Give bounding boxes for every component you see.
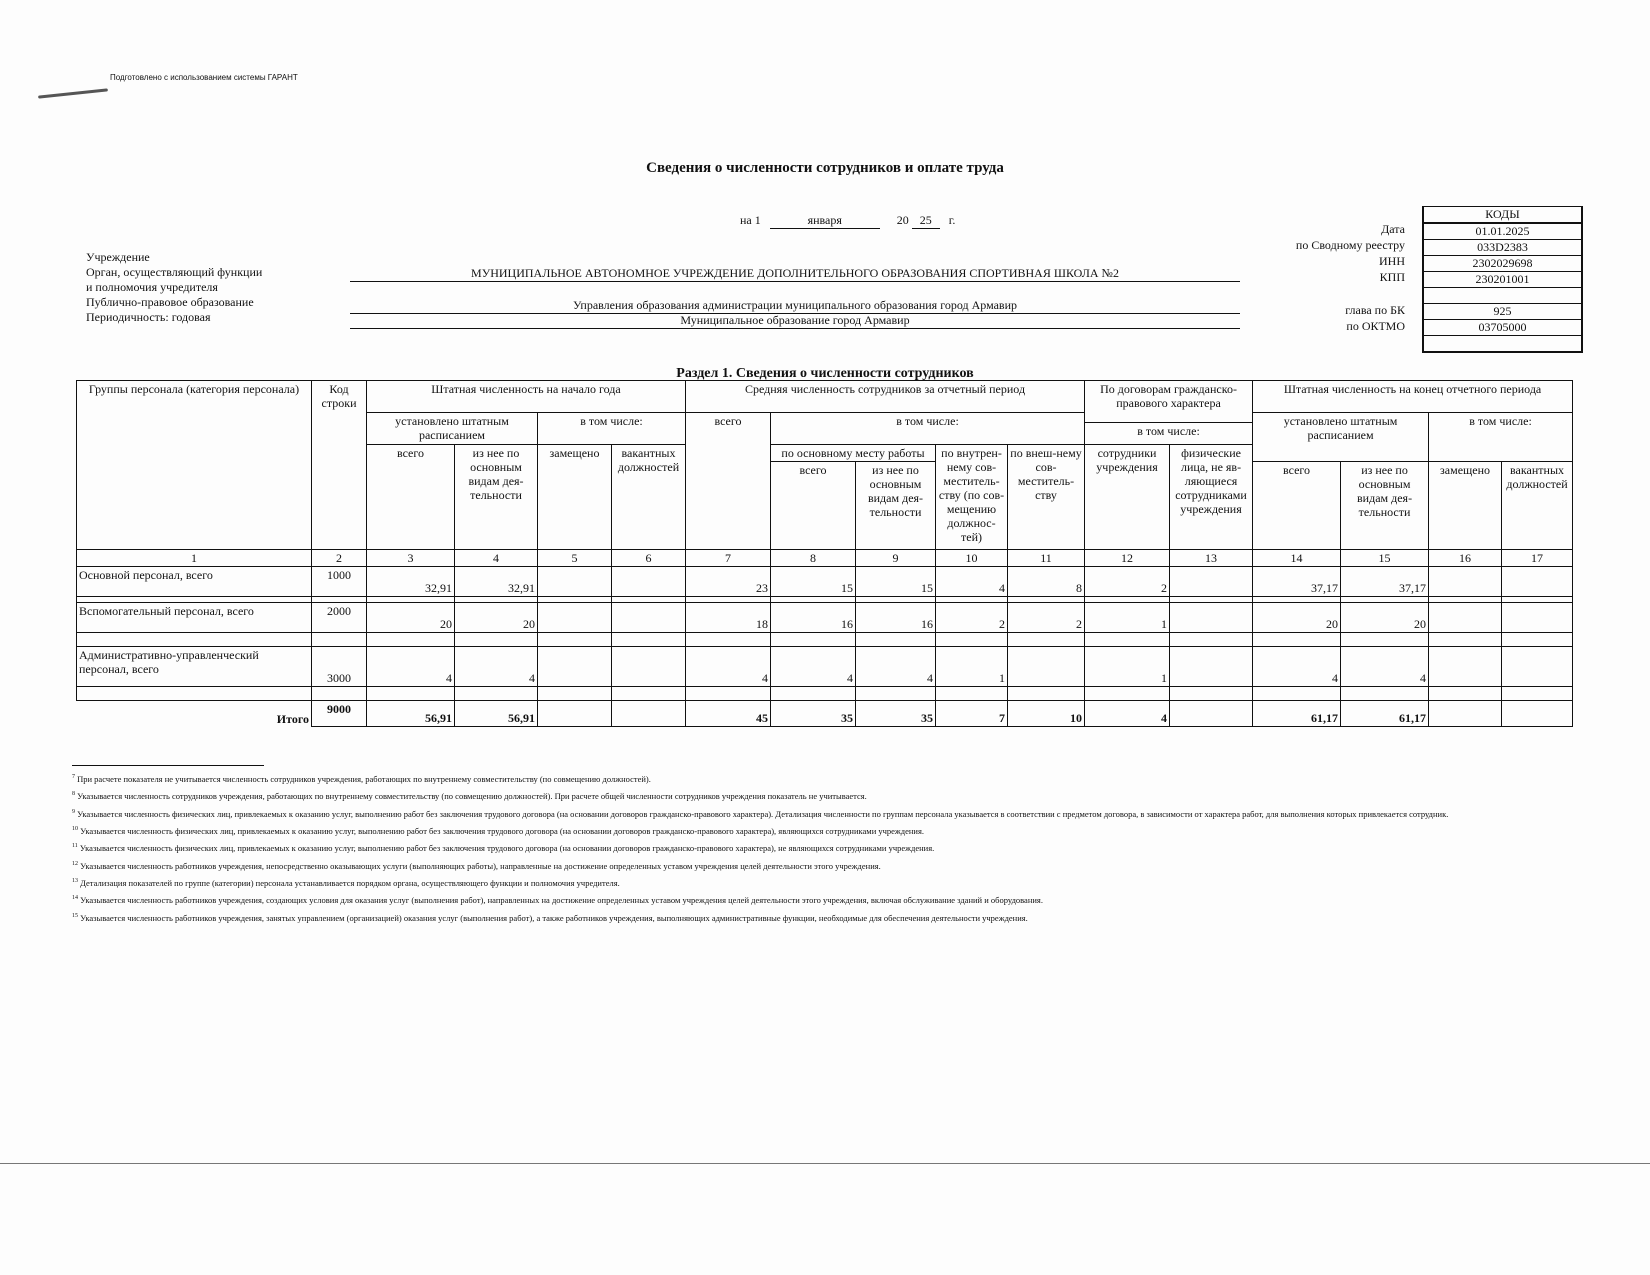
cell xyxy=(1429,647,1502,687)
founder-name: Управления образования администрации муниципального образования город Армавир xyxy=(350,298,1240,314)
institution-name: МУНИЦИПАЛЬНОЕ АВТОНОМНОЕ УЧРЕЖДЕНИЕ ДОПОЛНИТЕЛЬНОГО ОБРАЗОВАНИЯ СПОРТИВНАЯ ШКОЛА №2 xyxy=(350,266,1240,282)
th-end-established: установлено штатным расписанием xyxy=(1253,413,1429,462)
label-public-entity: Публично-правовое образование xyxy=(86,295,254,309)
report-date-line xyxy=(740,213,955,229)
code-label-registry: по Сводному реестру xyxy=(1295,238,1405,252)
th-end-filled: замещено xyxy=(1429,462,1502,550)
cell: 56,91 xyxy=(367,701,455,727)
cell: 10 xyxy=(1008,701,1085,727)
date-year: 25 xyxy=(912,213,940,229)
footnote: $^{14}$ Указывается численность работников учреждения, создающих условия для оказания услуг (выполнения работ), направленных на достижение определенных уставом учреждения целей деятельности этого учреждения, включая обслуживание зданий и оборудования. xyxy=(72,895,1043,906)
row-name: Итого xyxy=(77,701,312,727)
cell xyxy=(1502,701,1573,727)
th-start-main: из нее по основным видам дея-тельности xyxy=(455,445,538,550)
code-oktmo: 03705000 xyxy=(1424,319,1581,335)
colnum: 7 xyxy=(686,550,771,567)
cell: 20 xyxy=(1341,603,1429,633)
code-label-inn: ИНН xyxy=(1379,254,1405,268)
colnum: 16 xyxy=(1429,550,1502,567)
cell: 37,17 xyxy=(1253,567,1341,597)
table-row xyxy=(77,567,1573,597)
footnotes xyxy=(72,770,1572,926)
cell: 32,91 xyxy=(455,567,538,597)
row-name: Вспомогательный персонал, всего xyxy=(77,603,312,633)
cell: 4 xyxy=(367,647,455,687)
code-label-bk: глава по БК xyxy=(1345,303,1405,317)
colnum: 4 xyxy=(455,550,538,567)
cell: 7 xyxy=(936,701,1008,727)
cell xyxy=(1502,647,1573,687)
code-inn: 2302029698 xyxy=(1424,255,1581,271)
date-prefix: на 1 xyxy=(740,213,761,227)
th-groups: Группы персонала (категория персонала) xyxy=(77,381,312,550)
public-entity-name: Муниципальное образование город Армавир xyxy=(350,313,1240,329)
cell: 18 xyxy=(686,603,771,633)
cell xyxy=(612,647,686,687)
section-title: Раздел 1. Сведения о численности сотрудников xyxy=(676,366,974,381)
cell xyxy=(1502,567,1573,597)
cell: 4 xyxy=(1341,647,1429,687)
footnote: $^{13}$ Детализация показателей по группе (категории) персонала устанавливается порядком органа, осуществляющего функции и полномочия учредителя. xyxy=(72,877,620,888)
footnote-divider xyxy=(72,765,264,766)
cell: 61,17 xyxy=(1341,701,1429,727)
cell: 4 xyxy=(856,647,936,687)
table-spacer-row xyxy=(77,633,1573,647)
cell: 16 xyxy=(771,603,856,633)
garant-note: Подготовлено с использованием системы ГАРАНТ xyxy=(110,73,298,82)
cell xyxy=(1429,567,1502,597)
cell xyxy=(1429,603,1502,633)
cell: 4 xyxy=(1253,647,1341,687)
th-avg-including: в том числе: xyxy=(771,413,1085,445)
colnum: 10 xyxy=(936,550,1008,567)
date-suffix: г. xyxy=(948,213,956,227)
footnote: $^{11}$ Указывается численность физических лиц, привлекаемых к оказанию услуг, выполнению работ без заключения трудового договора (на основании договоров гражданско-правового характера), не являющихся сотрудниками учреждения. xyxy=(72,843,935,854)
th-employees: сотрудники учреждения xyxy=(1085,445,1170,550)
header-labels xyxy=(86,250,262,325)
cell: 4 xyxy=(686,647,771,687)
cell: 1 xyxy=(936,647,1008,687)
footnote: $^8$ Указывается численность сотрудников учреждения, работающих по внутреннему совместительству (по совмещению должностей). При расчете общей численности сотрудников учреждения показатель не учитывается. xyxy=(72,791,867,802)
cell xyxy=(612,567,686,597)
th-end-main: из нее по основным видам дея-тельности xyxy=(1341,462,1429,550)
footnote: $^9$ Указывается численность физических лиц, привлекаемых к оказанию услуг, выполнению работ без заключения трудового договора (на основании договоров гражданско-правового характера). Детализация численности по группам персонала указывается в соответствии с предметом договора, в зависимости от характера работ, для выполнения которых привлекается сотрудник. xyxy=(72,808,1449,819)
code-date: 01.01.2025 xyxy=(1424,222,1581,239)
staff-table xyxy=(76,380,1573,727)
cell: 15 xyxy=(771,567,856,597)
cell: 4 xyxy=(1085,701,1170,727)
cell xyxy=(612,701,686,727)
th-end-vacant: вакантных должностей xyxy=(1502,462,1573,550)
cell: 1 xyxy=(1085,603,1170,633)
cell: 4 xyxy=(455,647,538,687)
row-name: Административно-управленческий персонал, всего xyxy=(77,647,312,687)
th-contracts: По договорам гражданско-правового характера xyxy=(1085,381,1253,423)
th-main-place-main: из нее по основным видам дея-тельности xyxy=(856,462,936,550)
th-start-total: всего xyxy=(367,445,455,550)
colnum: 6 xyxy=(612,550,686,567)
colnum: 15 xyxy=(1341,550,1429,567)
cell xyxy=(1170,647,1253,687)
cell: 35 xyxy=(856,701,936,727)
date-month: января xyxy=(770,213,880,229)
cell: 32,91 xyxy=(367,567,455,597)
cell xyxy=(1170,603,1253,633)
th-internal: по внутрен-нему сов-меститель-ству (по сов-мещению должнос-тей) xyxy=(936,445,1008,550)
cell xyxy=(1502,603,1573,633)
cell: 35 xyxy=(771,701,856,727)
pen-mark-icon xyxy=(38,88,108,98)
footnote: $^{12}$ Указывается численность работников учреждения, непосредственно оказывающих услуги (выполняющих работы), направленные на достижение определенных уставом учреждения целей деятельности этого учреждения. xyxy=(72,860,881,871)
cell: 8 xyxy=(1008,567,1085,597)
th-start-including: в том числе: xyxy=(538,413,686,445)
th-start-filled: замещено xyxy=(538,445,612,550)
cell xyxy=(1429,701,1502,727)
cell: 4 xyxy=(771,647,856,687)
cell: 61,17 xyxy=(1253,701,1341,727)
table-spacer-row xyxy=(77,687,1573,701)
th-avg-total: всего xyxy=(686,413,771,550)
colnum: 3 xyxy=(367,550,455,567)
th-contracts-including: в том числе: xyxy=(1085,423,1253,445)
codes-header: КОДЫ xyxy=(1485,207,1520,221)
colnum: 17 xyxy=(1502,550,1573,567)
th-start-vacant: вакантных должностей xyxy=(612,445,686,550)
footnote: $^{15}$ Указывается численность работников учреждения, занятых управлением (организацией) оказания услуг (выполнения работ), а также работников учреждения, выполняющих административные функции, необходимые для обеспечения деятельности учреждения. xyxy=(72,912,1028,923)
cell: 2 xyxy=(1085,567,1170,597)
code-label-date: Дата xyxy=(1381,222,1405,236)
label-periodicity: Периодичность: годовая xyxy=(86,310,211,324)
code-bk: 925 xyxy=(1424,303,1581,319)
row-code: 1000 xyxy=(312,567,367,597)
footnote: $^7$ При расчете показателя не учитывается численность сотрудников учреждения, работающих по внутреннему совместительству (по совмещению должностей). xyxy=(72,773,651,784)
label-founder-2: и полномочия учредителя xyxy=(86,280,218,294)
label-institution: Учреждение xyxy=(86,250,150,264)
cell xyxy=(1170,701,1253,727)
th-individuals: физические лица, не яв-ляющиеся сотрудниками учреждения xyxy=(1170,445,1253,550)
cell xyxy=(538,567,612,597)
colnum: 13 xyxy=(1170,550,1253,567)
cell xyxy=(1170,567,1253,597)
cell: 2 xyxy=(936,603,1008,633)
cell: 1 xyxy=(1085,647,1170,687)
code-registry: 033D2383 xyxy=(1424,239,1581,255)
cell: 4 xyxy=(936,567,1008,597)
cell xyxy=(612,603,686,633)
colnum: 5 xyxy=(538,550,612,567)
colnum: 14 xyxy=(1253,550,1341,567)
table-row xyxy=(77,647,1573,687)
cell: 23 xyxy=(686,567,771,597)
cell: 2 xyxy=(1008,603,1085,633)
colnum: 8 xyxy=(771,550,856,567)
colnum: 12 xyxy=(1085,550,1170,567)
scan-edge-line xyxy=(0,1163,1650,1164)
th-external: по внеш-нему сов-меститель-ству xyxy=(1008,445,1085,550)
row-code: 9000 xyxy=(312,701,367,727)
date-year-prefix: 20 xyxy=(896,213,909,227)
cell: 16 xyxy=(856,603,936,633)
row-code: 2000 xyxy=(312,603,367,633)
footnote: $^{10}$ Указывается численность физических лиц, привлекаемых к оказанию услуг, выполнению работ без заключения трудового договора (на основании договоров гражданско-правового характера), являющихся сотрудниками учреждения. xyxy=(72,825,925,836)
code-kpp: 230201001 xyxy=(1424,271,1581,287)
th-start: Штатная численность на начало года xyxy=(367,381,686,413)
colnum: 2 xyxy=(312,550,367,567)
column-numbers-row xyxy=(77,550,1573,567)
cell: 20 xyxy=(1253,603,1341,633)
colnum: 11 xyxy=(1008,550,1085,567)
code-label-oktmo: по ОКТМО xyxy=(1346,319,1405,333)
code-empty-1 xyxy=(1424,287,1581,303)
code-label-kpp: КПП xyxy=(1379,270,1405,284)
table-row-total xyxy=(77,701,1573,727)
cell xyxy=(1008,647,1085,687)
document-title: Сведения о численности сотрудников и оплате труда xyxy=(646,160,1004,176)
th-end-including: в том числе: xyxy=(1429,413,1573,462)
cell: 15 xyxy=(856,567,936,597)
th-end: Штатная численность на конец отчетного периода xyxy=(1253,381,1573,413)
row-name: Основной персонал, всего xyxy=(77,567,312,597)
th-main-place-total: всего xyxy=(771,462,856,550)
cell: 20 xyxy=(367,603,455,633)
cell: 37,17 xyxy=(1341,567,1429,597)
cell xyxy=(538,701,612,727)
cell: 20 xyxy=(455,603,538,633)
th-code: Код строки xyxy=(312,381,367,550)
cell: 56,91 xyxy=(455,701,538,727)
table-row xyxy=(77,603,1573,633)
th-start-established: установлено штатным расписанием xyxy=(367,413,538,445)
codes-box xyxy=(1422,206,1583,353)
th-main-place: по основному месту работы xyxy=(771,445,936,462)
th-avg: Средняя численность сотрудников за отчетный период xyxy=(686,381,1085,413)
colnum: 9 xyxy=(856,550,936,567)
cell: 45 xyxy=(686,701,771,727)
cell xyxy=(538,603,612,633)
cell xyxy=(538,647,612,687)
code-empty-2 xyxy=(1424,335,1581,351)
colnum: 1 xyxy=(77,550,312,567)
row-code: 3000 xyxy=(312,647,367,687)
label-founder-1: Орган, осуществляющий функции xyxy=(86,265,263,279)
th-end-total: всего xyxy=(1253,462,1341,550)
